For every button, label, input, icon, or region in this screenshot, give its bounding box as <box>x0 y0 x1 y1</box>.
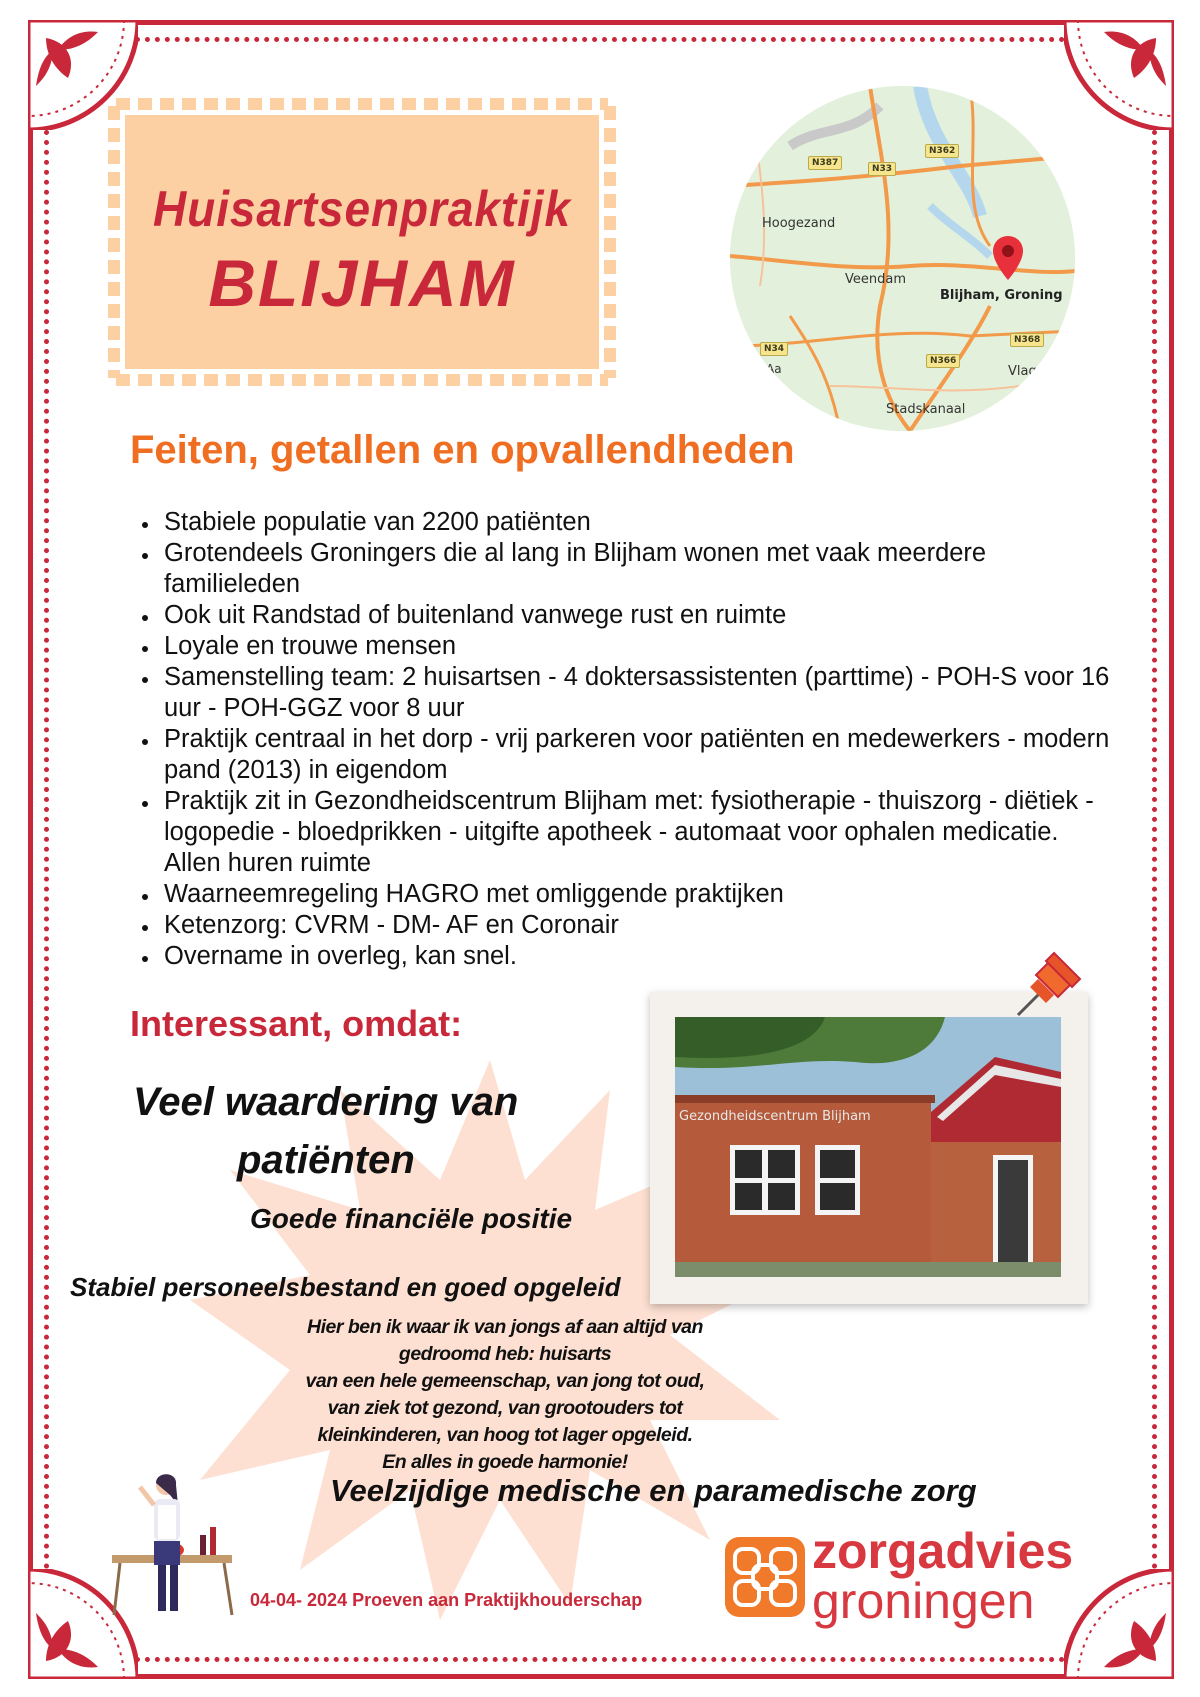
testimonial-quote <box>290 1314 720 1476</box>
event-date-caption: 04-04- 2024 Proeven aan Praktijkhouderschap <box>250 1590 643 1610</box>
location-map <box>730 86 1075 431</box>
border-dots-bottom <box>135 1657 1065 1662</box>
list-item: • Ook uit Randstad of buitenland vanwege rust en ruimte <box>160 600 1120 631</box>
road-shield: N34 <box>760 342 788 356</box>
border-dots-right <box>1152 130 1157 1570</box>
interest-point-care: Veelzijdige medische en paramedische zorg <box>330 1473 977 1508</box>
interest-point-line2: patiënten <box>237 1138 415 1182</box>
list-item: • Grotendeels Groningers die al lang in Blijham wonen met vaak meerdere familieleden <box>160 538 1120 600</box>
map-label: Veendam <box>845 272 907 287</box>
title-box <box>120 110 604 374</box>
interest-heading: Interessant, omdat: <box>130 1003 463 1044</box>
list-item: • Ketenzorg: CVRM - DM- AF en Coronair <box>160 910 1120 941</box>
facts-heading: Feiten, getallen en opvallendheden <box>130 428 795 472</box>
quote-line: Hier ben ik waar ik van jongs af aan altijd van gedroomd heb: huisarts <box>307 1316 703 1365</box>
list-item: • Samenstelling team: 2 huisartsen - 4 doktersassistenten (parttime) - POH-S voor 16 uur - POH-GGZ voor 8 uur <box>160 662 1120 724</box>
practice-location: BLIJHAM <box>208 246 516 320</box>
list-item: • Waarneemregeling HAGRO met omliggende praktijken <box>160 879 1120 910</box>
road-shield: N366 <box>926 354 960 368</box>
list-item: • Praktijk zit in Gezondheidscentrum Blijham met: fysiotherapie - thuiszorg - diëtiek - logopedie - bloedprikken - uitgifte apotheek - automaat voor ophalen medicatie. Allen huren ruimte <box>160 786 1120 879</box>
map-label: Stadskanaal <box>886 402 966 417</box>
quote-line: En alles in goede harmonie! <box>382 1451 628 1473</box>
push-pin-icon <box>1008 945 1088 1025</box>
map-label: Hoogezand <box>762 216 836 231</box>
road-shield: N387 <box>808 156 842 170</box>
road-shield: N362 <box>925 144 959 158</box>
facts-list <box>130 507 1120 972</box>
corner-ornament-bottom-right <box>1064 1569 1174 1679</box>
list-item: • Loyale en trouwe mensen <box>160 631 1120 662</box>
interest-point-line1: Veel waardering van <box>133 1080 519 1124</box>
quote-line: kleinkinderen, van hoog tot lager opgeleid. <box>317 1424 693 1446</box>
interest-point-finance: Goede financiële positie <box>250 1203 573 1234</box>
practice-title: Huisartsenpraktijk <box>153 181 571 237</box>
quote-line: van ziek tot gezond, van grootouders tot <box>327 1397 683 1419</box>
photo-sign-text: Gezondheidscentrum Blijham <box>679 1109 871 1124</box>
building-photo <box>650 992 1088 1304</box>
map-pin-icon <box>992 236 1024 280</box>
logo-wordmark-line1: zorgadvies <box>812 1523 1074 1579</box>
corner-ornament-top-right <box>1064 20 1174 130</box>
map-label: Aa <box>766 362 782 376</box>
border-dots-left <box>44 130 49 1570</box>
interest-point-staff: Stabiel personeelsbestand en goed opgeleid <box>70 1272 621 1302</box>
road-shield: N368 <box>1010 333 1044 347</box>
map-label: Blijham, Groning <box>940 288 1063 303</box>
list-item: • Overname in overleg, kan snel. <box>160 941 1120 972</box>
woman-cooking-illustration <box>100 1465 240 1620</box>
quote-line: van een hele gemeenschap, van jong tot oud, <box>305 1370 705 1392</box>
road-shield: N33 <box>868 162 896 176</box>
zorgadvies-logo-icon <box>725 1537 805 1617</box>
map-label: Vlagt <box>1008 364 1042 379</box>
list-item: • Praktijk centraal in het dorp - vrij parkeren voor patiënten en medewerkers - modern pand (2013) in eigendom <box>160 724 1120 786</box>
border-dots-top <box>135 37 1065 42</box>
list-item: • Stabiele populatie van 2200 patiënten <box>160 507 1120 538</box>
logo-wordmark-line2: groningen <box>812 1573 1035 1629</box>
